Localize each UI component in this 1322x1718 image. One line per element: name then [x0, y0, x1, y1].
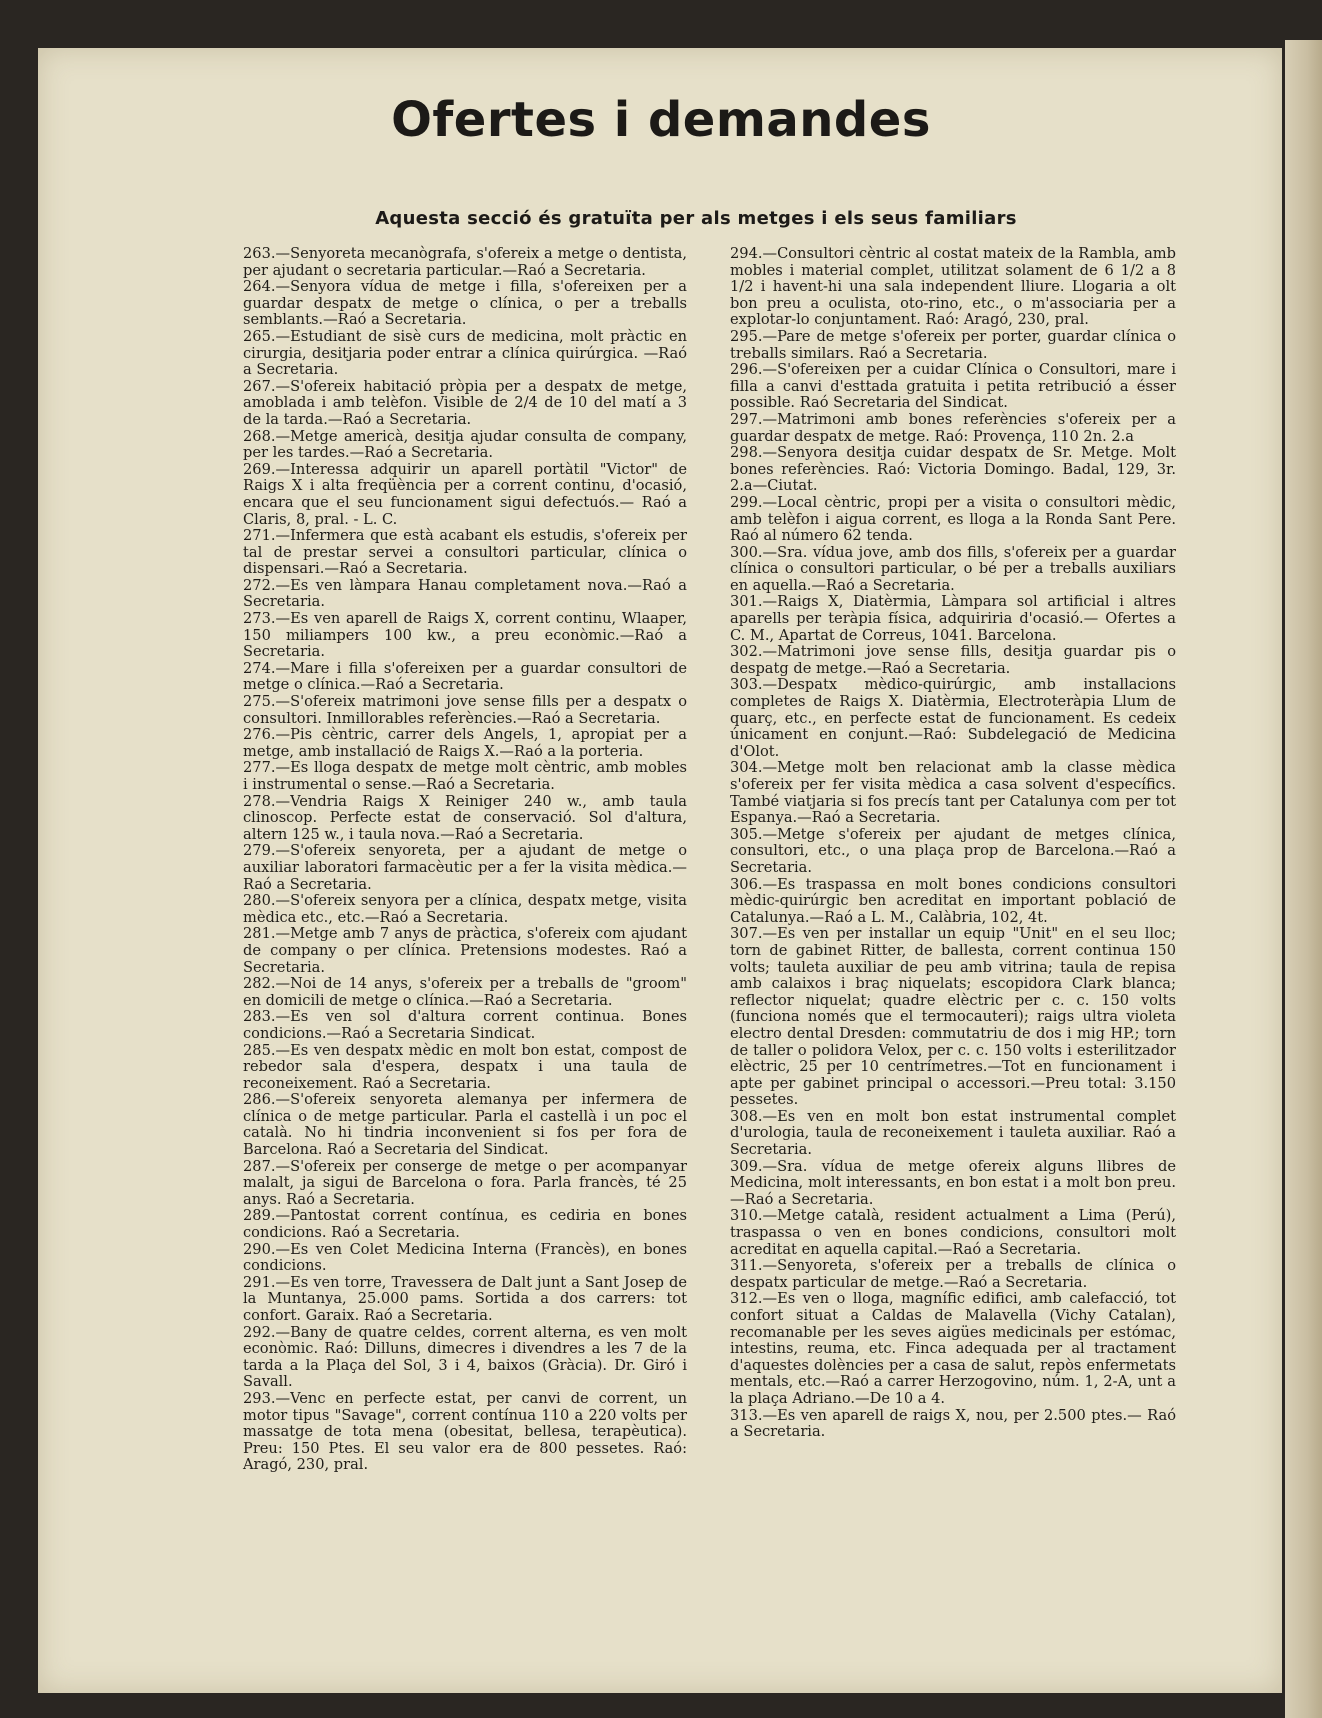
listing-entry: 306.—Es traspassa en molt bones condicions consultori mèdic-quirúrgic ben acreditat en important població de Catalunya.—Raó a L. M., Calàbria, 102, 4t. — [730, 875, 1176, 926]
adjacent-page-edge — [1285, 40, 1322, 1718]
listing-entry: 299.—Local cèntric, propi per a visita o consultori mèdic, amb telèfon i aigua corrent, es lloga a la Ronda Sant Pere. Raó al número 62 tenda. — [730, 493, 1176, 545]
listing-entry: 287.—S'ofereix per conserge de metge o per acompanyar malalt, ja sigui de Barcelona o fora. Parla francès, té 25 anys. Raó a Secretaria. — [243, 1157, 687, 1208]
listing-entry: 293.—Venc en perfecte estat, per canvi de corrent, un motor tipus "Savage", corrent contínua 110 a 220 volts per massatge de tota mena (obesitat, bellesa, terapèutica). Preu: 150 Ptes. El seu valor era de 800 pessetes. Raó: Aragó, 230, pral. — [243, 1389, 687, 1474]
listing-entry: 282.—Noi de 14 anys, s'ofereix per a treballs de "groom" en domicili de metge o clínica.—Raó a Secretaria. — [243, 975, 687, 1009]
listing-entry: 289.—Pantostat corrent contínua, es cediria en bones condicions. Raó a Secretaria. — [243, 1207, 687, 1242]
listing-entry: 290.—Es ven Colet Medicina Interna (Francès), en bones condicions. — [243, 1240, 687, 1275]
listing-entry: 313.—Es ven aparell de raigs X, nou, per 2.500 ptes.— Raó a Secretaria. — [730, 1406, 1176, 1441]
listing-entry: 304.—Metge molt ben relacionat amb la classe mèdica s'ofereix per fer visita mèdica a casa solvent d'específics. També viatjaria si fos precís tant per Catalunya com per tot Espanya.—Raó a Secretaria. — [730, 759, 1176, 827]
listing-entry: 307.—Es ven per installar un equip "Unit" en el seu lloc; torn de gabinet Ritter, de ballesta, corrent continua 150 volts; tauleta auxiliar de peu amb vitrina; taula de repisa amb calaixos i braç niquelats; escopidora Clark blanca; reflector niquelat; quadre elèctric per c. c. 150 volts (funciona només que el termocauteri); raigs ultra violeta electro dental Dresden: commutatriu de dos i mig HP.; torn de taller o polidora Velox, per c. c. 150 volts i esterilitzador elèctric, 25 per 10 centrímetres.—Tot en funcionament i apte per gabinet principal o accessori.—Preu total: 3.150 pessetes. — [730, 925, 1176, 1109]
listing-entry: 267.—S'ofereix habitació pròpia per a despatx de metge, amoblada i amb telèfon. Visible de 2/4 de 10 del matí a 3 de la tarda.—Raó a Secretaria. — [243, 377, 687, 428]
listing-entry: 303.—Despatx mèdico-quirúrgic, amb installacions completes de Raigs X. Diatèrmia, Electroteràpia Llum de quarç, etc., en perfecte estat de funcionament. Es cedeix únicament en conjunt.—Raó: Subdelegació de Medicina d'Olot. — [730, 676, 1176, 760]
listing-entry: 277.—Es lloga despatx de metge molt cèntric, amb mobles i instrumental o sense.—Raó a Secretaria. — [243, 759, 687, 793]
listing-entry: 308.—Es ven en molt bon estat instrumental complet d'urologia, taula de reconeixement i tauleta auxiliar. Raó a Secretaria. — [730, 1107, 1176, 1159]
listing-entry: 311.—Senyoreta, s'ofereix per a treballs de clínica o despatx particular de metge.—Raó a Secretaria. — [730, 1257, 1176, 1291]
listing-entry: 271.—Infermera que està acabant els estudis, s'ofereix per tal de prestar servei a consultori particular, clínica o dispensari.—Raó a Secretaria. — [243, 527, 687, 578]
listing-entry: 285.—Es ven despatx mèdic en molt bon estat, compost de rebedor sala d'espera, despatx i una taula de reconeixement. Raó a Secretaria. — [243, 1041, 687, 1092]
listing-entry: 269.—Interessa adquirir un aparell portàtil "Victor" de Raigs X i alta freqüència per a corrent continu, d'ocasió, encara que el seu funcionament sigui defectuós.— Raó a Claris, 8, pral. - L. C. — [243, 460, 687, 528]
listing-entry: 268.—Metge americà, desitja ajudar consulta de company, per les tardes.—Raó a Secretaria. — [243, 427, 687, 462]
listing-entry: 276.—Pis cèntric, carrer dels Angels, 1, apropiat per a metge, amb installació de Raigs X.—Raó a la porteria. — [243, 726, 687, 760]
listing-entry: 265.—Estudiant de sisè curs de medicina, molt pràctic en cirurgia, desitjaria poder entrar a clínica quirúrgica. —Raó a Secretaria. — [243, 327, 687, 379]
listing-entry: 286.—S'ofereix senyoreta alemanya per infermera de clínica o de metge particular. Parla el castellà i un poc el català. No hi tindria inconvenient si fos per fora de Barcelona. Raó a Secretaria del Sindicat. — [243, 1091, 687, 1159]
listing-entry: 296.—S'ofereixen per a cuidar Clínica o Consultori, mare i filla a canvi d'esttada gratuita i petita retribució a ésser possible. Raó Secretaria del Sindicat. — [730, 361, 1176, 412]
listing-entry: 294.—Consultori cèntric al costat mateix de la Rambla, amb mobles i material complet, utilitzat solament de 6 1/2 a 8 1/2 i havent-hi una sala independent lliure. Llogaria a olt bon preu a oculista, oto-rino, etc., o m'associaria per a explotar-lo conjuntament. Raó: Aragó, 230, pral. — [730, 245, 1176, 329]
listing-entry: 280.—S'ofereix senyora per a clínica, despatx metge, visita mèdica etc., etc.—Raó a Secretaria. — [243, 892, 687, 926]
listing-entry: 291.—Es ven torre, Travessera de Dalt junt a Sant Josep de la Muntanya, 25.000 pams. Sortida a dos carrers: tot confort. Garaix. Raó a Secretaria. — [243, 1273, 687, 1324]
listing-entry: 302.—Matrimoni jove sense fills, desitja guardar pis o despatg de metge.—Raó a Secretaria. — [730, 643, 1176, 677]
listing-entry: 300.—Sra. vídua jove, amb dos fills, s'ofereix per a guardar clínica o consultori particular, o bé per a treballs auxiliars en aquella.—Raó a Secretaria. — [730, 543, 1176, 594]
listing-entry: 264.—Senyora vídua de metge i filla, s'ofereixen per a guardar despatx de metge o clínica, o per a treballs semblants.—Raó a Secretaria. — [243, 278, 687, 329]
listing-entry: 279.—S'ofereix senyoreta, per a ajudant de metge o auxiliar laboratori farmacèutic per a fer la visita mèdica.—Raó a Secretaria. — [243, 842, 687, 893]
listing-entry: 275.—S'ofereix matrimoni jove sense fills per a despatx o consultori. Inmillorables referències.—Raó a Secretaria. — [243, 693, 687, 727]
listing-entry: 281.—Metge amb 7 anys de pràctica, s'ofereix com ajudant de company o per clínica. Pretensions modestes. Raó a Secretaria. — [243, 925, 687, 976]
left-column — [243, 246, 687, 1474]
listing-entry: 310.—Metge català, resident actualment a Lima (Perú), traspassa o ven en bones condicions, consultori molt acreditat en aquella capital.—Raó a Secretaria. — [730, 1207, 1176, 1258]
listing-entry: 283.—Es ven sol d'altura corrent continua. Bones condicions.—Raó a Secretaria Sindicat. — [243, 1008, 687, 1042]
listing-entry: 298.—Senyora desitja cuidar despatx de Sr. Metge. Molt bones referències. Raó: Victoria Domingo. Badal, 129, 3r. 2.a—Ciutat. — [730, 444, 1176, 495]
listing-entry: 273.—Es ven aparell de Raigs X, corrent continu, Wlaaper, 150 miliampers 100 kw., a preu econòmic.—Raó a Secretaria. — [243, 610, 687, 661]
listing-entry: 274.—Mare i filla s'ofereixen per a guardar consultori de metge o clínica.—Raó a Secretaria. — [243, 659, 687, 694]
page-title: Ofertes i demandes — [391, 92, 931, 148]
page-subtitle: Aquesta secció és gratuïta per als metges i els seus familiars — [375, 208, 1017, 229]
listing-entry: 305.—Metge s'ofereix per ajudant de metges clínica, consultori, etc., o una plaça prop de Barcelona.—Raó a Secretaria. — [730, 825, 1176, 876]
listing-entry: 295.—Pare de metge s'ofereix per porter, guardar clínica o treballs similars. Raó a Secretaria. — [730, 327, 1176, 362]
listing-entry: 312.—Es ven o lloga, magnífic edifici, amb calefacció, tot confort situat a Caldas de Malavella (Vichy Catalan), recomanable per les seves aigües medicinals per estómac, intestins, reuma, etc. Finca adequada per al tractament d'aquestes dolències per a casa de salut, repòs enfermetats mentals, etc.—Raó a carrer Herzogovino, núm. 1, 2-A, unt a la plaça Adriano.—De 10 a 4. — [730, 1290, 1176, 1407]
listing-entry: 272.—Es ven làmpara Hanau completament nova.—Raó a Secretaria. — [243, 576, 687, 611]
listing-entry: 292.—Bany de quatre celdes, corrent alterna, es ven molt econòmic. Raó: Dilluns, dimecres i divendres a les 7 de la tarda a la Plaça del Sol, 3 i 4, baixos (Gràcia). Dr. Giró i Savall. — [243, 1323, 687, 1391]
listing-entry: 278.—Vendria Raigs X Reiniger 240 w., amb taula clinoscop. Perfecte estat de conservació. Sol d'altura, altern 125 w., i taula nova.—Raó a Secretaria. — [243, 792, 687, 843]
listing-entry: 297.—Matrimoni amb bones referències s'ofereix per a guardar despatx de metge. Raó: Provença, 110 2n. 2.a — [730, 410, 1176, 445]
listing-entry: 301.—Raigs X, Diatèrmia, Làmpara sol artificial i altres aparells per teràpia física, adquiriria d'ocasió.— Ofertes a C. M., Apartat de Correus, 1041. Barcelona. — [730, 593, 1176, 644]
right-column — [730, 246, 1176, 1441]
listing-entry: 263.—Senyoreta mecanògrafa, s'ofereix a metge o dentista, per ajudant o secretaria particular.—Raó a Secretaria. — [243, 245, 687, 279]
listing-entry: 309.—Sra. vídua de metge ofereix alguns llibres de Medicina, molt interessants, en bon estat i a molt bon preu.—Raó a Secretaria. — [730, 1157, 1176, 1208]
